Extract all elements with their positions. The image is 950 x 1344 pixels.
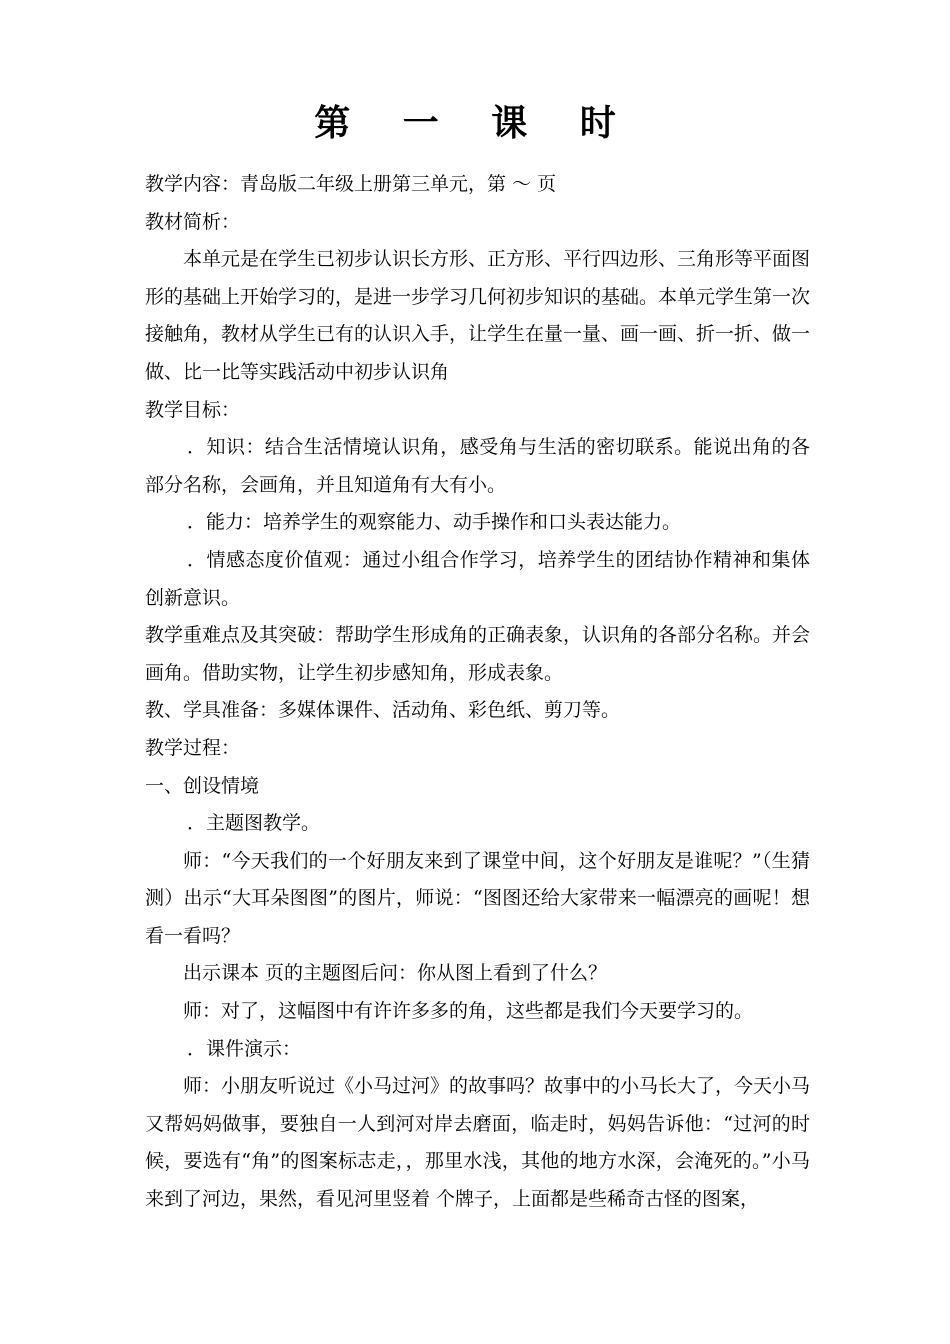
paragraph-goal-ability: ．能力：培养学生的观察能力、动手操作和口头表达能力。 (187, 511, 682, 534)
paragraph-analysis: 本单元是在学生已初步认识长方形、正方形、平行四边形、三角形等平面图形的基础上开始学习的，是进一步学习几何初步知识的基础。本单元学生第一次接触角，教材从学生已有的认识入手，让学生在量一量、画一画、折一折、做一做、比一比等实践活动中初步认识角 (145, 248, 811, 383)
paragraph-section-one: 一、创设情境 (145, 774, 260, 797)
paragraph-courseware-demo: ．课件演示： (187, 1037, 302, 1060)
paragraph-story: 师：小朋友听说过《小马过河》的故事吗？故事中的小马长大了，今天小马又帮妈妈做事，要独自一人到河对岸去磨面，临走时，妈妈告诉他：“过河的时候，要选有“角”的图案标志走，，那里水浅，其他的地方水深，会淹死的。”小马来到了河边，果然，看见河里竖着 个牌子，上面都是些稀奇古怪的图案， (145, 1075, 811, 1211)
document-body (145, 166, 810, 1219)
paragraph-goals-heading: 教学目标： (145, 398, 241, 421)
paragraph-analysis-heading: 教材简析： (145, 210, 241, 233)
paragraph-teacher-intro: 师：“今天我们的一个好朋友来到了课堂中间，这个好朋友是谁呢？”（生猜测）出示“大耳朵图图”的图片，师说：“图图还给大家带来一幅漂亮的画呢！想看一看吗？ (145, 849, 810, 947)
paragraph-content: 教学内容：青岛版二年级上册第三单元，第 ～ 页 (145, 173, 557, 195)
paragraph-goal-emotion: ．情感态度价值观：通过小组合作学习，培养学生的团结协作精神和集体创新意识。 (145, 548, 810, 609)
paragraph-teacher-angles: 师：对了，这幅图中有许许多多的角，这些都是我们今天要学习的。 (183, 1000, 754, 1023)
paragraph-key-points: 教学重难点及其突破：帮助学生形成角的正确表象，认识角的各部分名称。并会画角。借助实物，让学生初步感知角，形成表象。 (145, 624, 811, 684)
page-title: 第 一 课 时 (314, 103, 636, 144)
paragraph-theme-teaching: ．主题图教学。 (187, 812, 321, 835)
paragraph-materials: 教、学具准备：多媒体课件、活动角、彩色纸、剪刀等。 (145, 699, 621, 722)
paragraph-goal-knowledge: ．知识：结合生活情境认识角，感受角与生活的密切联系。能说出角的各部分名称，会画角，并且知道角有大有小。 (145, 436, 810, 496)
paragraph-show-textbook: 出示课本 页的主题图后问：你从图上看到了什么？ (183, 962, 608, 985)
paragraph-process-heading: 教学过程： (145, 736, 241, 759)
